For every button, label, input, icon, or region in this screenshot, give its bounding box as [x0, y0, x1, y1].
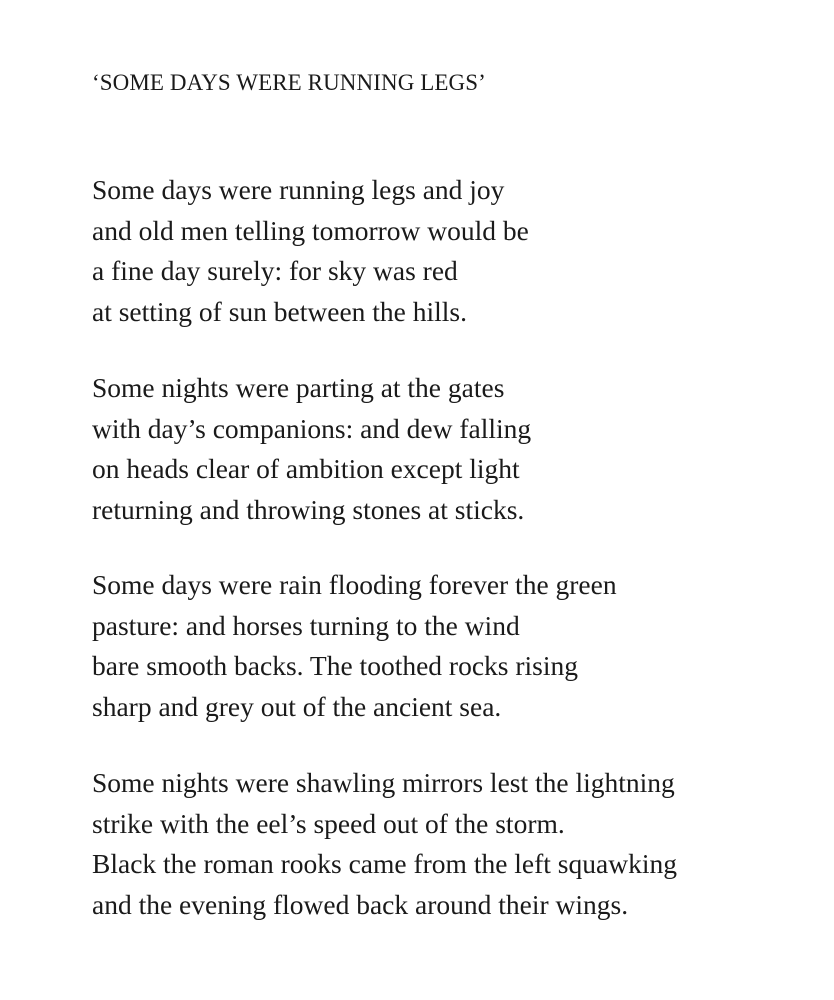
stanza-4 — [92, 763, 812, 925]
poem-line: and old men telling tomorrow would be — [92, 214, 529, 246]
poem-line: and the evening flowed back around their wings. — [92, 888, 629, 920]
poem-line: with day’s companions: and dew falling — [92, 412, 532, 444]
stanza-2 — [92, 368, 812, 530]
poem-line: bare smooth backs. The toothed rocks rising — [92, 650, 578, 681]
poem-line: Some nights were parting at the gates — [92, 372, 505, 403]
poem-line: returning and throwing stones at sticks. — [92, 493, 525, 525]
poem-line: sharp and grey out of the ancient sea. — [92, 690, 502, 722]
poem-title: ‘SOME DAYS WERE RUNNING LEGS’ — [92, 70, 486, 95]
poem-line: on heads clear of ambition except light — [92, 453, 520, 484]
poem-line: Some days were running legs and joy — [92, 174, 505, 205]
poem-line: Some nights were shawling mirrors lest the lightning — [92, 767, 675, 798]
poem-line: pasture: and horses turning to the wind — [92, 609, 520, 641]
poem-line: at setting of sun between the hills. — [92, 295, 467, 327]
poem-line: Black the roman rooks came from the left squawking — [92, 848, 677, 879]
stanza-1 — [92, 170, 812, 332]
poem-line: strike with the eel’s speed out of the storm. — [92, 807, 565, 839]
stanza-3 — [92, 565, 812, 727]
poem-line: a fine day surely: for sky was red — [92, 255, 458, 286]
poem-line: Some days were rain flooding forever the green — [92, 569, 617, 600]
